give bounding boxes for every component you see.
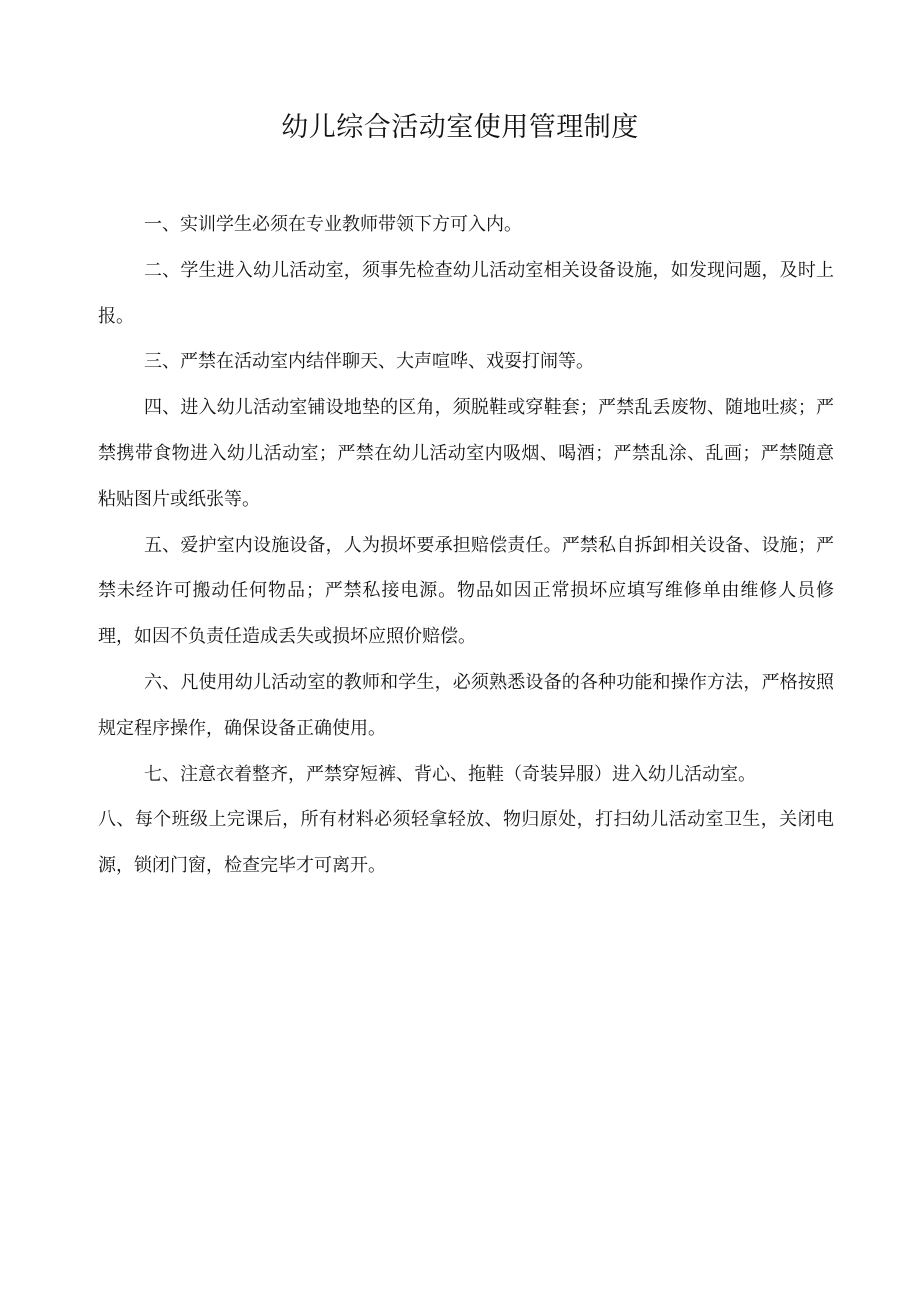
document-title: 幼儿综合活动室使用管理制度 (281, 112, 639, 143)
rule-paragraph-1: 一、实训学生必须在专业教师带领下方可入内。 (144, 214, 522, 235)
rule-paragraph-5: 五、爱护室内设施设备，人为损坏要承担赔偿责任。严禁私自拆卸相关设备、设施；严禁未经许可搬动任何物品；严禁私接电源。物品如因正常损坏应填写维修单由维修人员修理，如因不负责任造成丢失或损坏应照价赔偿。 (98, 534, 834, 648)
document-body (98, 202, 834, 889)
rule-paragraph-7: 七、注意衣着整齐，严禁穿短裤、背心、拖鞋（奇装异服）进入幼儿活动室。 (144, 763, 756, 785)
rule-paragraph-4: 四、进入幼儿活动室铺设地垫的区角，须脱鞋或穿鞋套；严禁乱丢废物、随地吐痰；严禁携带食物进入幼儿活动室；严禁在幼儿活动室内吸烟、喝酒；严禁乱涂、乱画；严禁随意粘贴图片或纸张等。 (98, 397, 834, 510)
rule-paragraph-6: 六、凡使用幼儿活动室的教师和学生，必须熟悉设备的各种功能和操作方法，严格按照规定程序操作，确保设备正确使用。 (98, 671, 834, 739)
rule-paragraph-3: 三、严禁在活动室内结伴聊天、大声喧哗、戏耍打闹等。 (144, 351, 594, 373)
rule-paragraph-2: 二、学生进入幼儿活动室，须事先检查幼儿活动室相关设备设施，如发现问题，及时上报。 (98, 259, 834, 327)
rule-paragraph-8: 八、每个班级上完课后，所有材料必须轻拿轻放、物归原处，打扫幼儿活动室卫生，关闭电源，锁闭门窗，检查完毕才可离开。 (98, 809, 834, 877)
